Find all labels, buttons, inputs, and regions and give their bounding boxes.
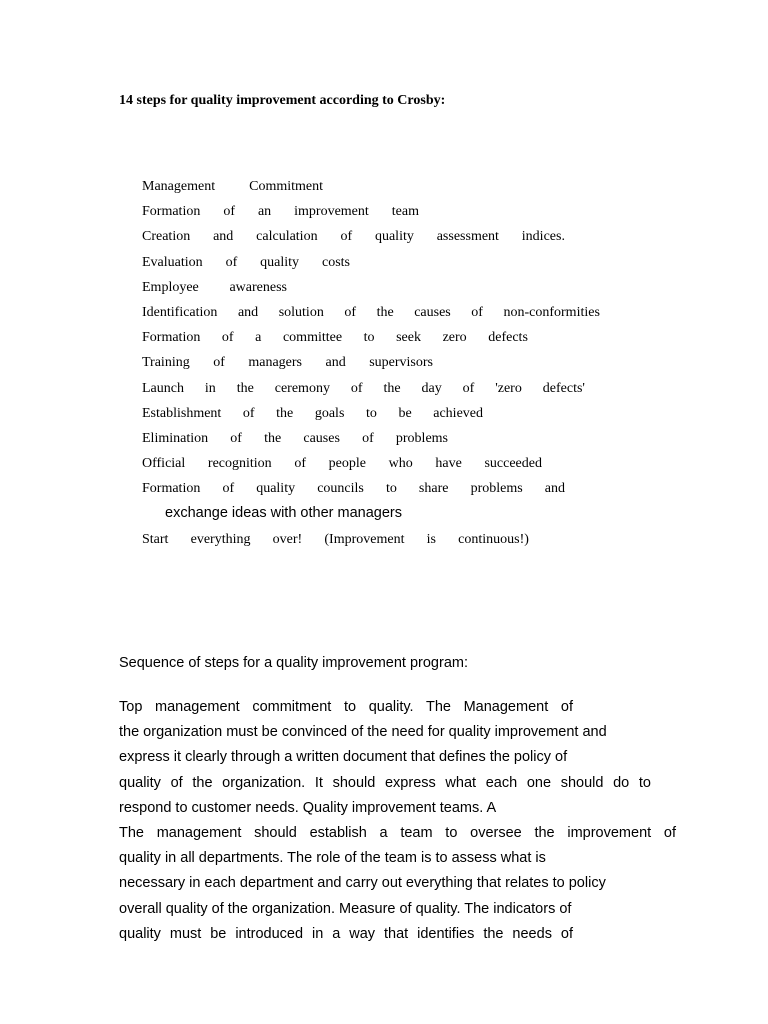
step-word: to xyxy=(365,405,377,421)
step-word: and xyxy=(325,355,346,371)
step-word: goals xyxy=(314,405,345,421)
step-word: (Improvement xyxy=(324,531,405,547)
step-word: causes xyxy=(303,430,340,446)
step-item xyxy=(142,201,419,226)
body-line: necessary in each department and carry out everything that relates to policy xyxy=(119,875,606,892)
step-word: of xyxy=(222,481,235,497)
step-word: Training xyxy=(142,355,190,371)
step-word: everything xyxy=(190,531,251,547)
step-word: Management xyxy=(142,179,216,194)
step-word: Launch xyxy=(142,380,184,396)
step-word: the xyxy=(376,304,394,320)
step-word: succeeded xyxy=(484,456,542,472)
step-word: the xyxy=(264,430,282,446)
step-word: defects xyxy=(488,330,528,346)
step-word: Creation xyxy=(142,229,191,245)
step-word: costs xyxy=(321,254,350,270)
step-word: in xyxy=(204,380,216,396)
step-item xyxy=(142,327,528,352)
body-line: the organization must be convinced of the need for quality improvement and xyxy=(119,724,607,741)
step-word: of xyxy=(362,430,374,446)
step-word: have xyxy=(435,456,462,472)
step-item xyxy=(142,529,529,554)
step-word: problems xyxy=(395,430,448,446)
step-word: awareness xyxy=(229,279,287,295)
step-word: Official xyxy=(142,456,186,472)
step-item xyxy=(142,176,323,201)
step-word: of xyxy=(213,355,225,371)
step-item xyxy=(142,378,585,403)
step-word: be xyxy=(398,405,412,421)
step-word: Start xyxy=(142,531,169,547)
step-word: Commitment xyxy=(249,179,323,194)
step-word: councils xyxy=(317,481,364,497)
step-word: and xyxy=(213,229,234,245)
step-word: supervisors xyxy=(369,355,433,371)
step-word: team xyxy=(391,204,419,220)
step-word: Formation xyxy=(142,330,201,346)
step-item xyxy=(142,252,350,277)
body-line: overall quality of the organization. Measure of quality. The indicators of xyxy=(119,900,572,917)
step-word: of xyxy=(471,304,483,320)
body-line: The management should establish a team to oversee the improvement of xyxy=(119,824,676,841)
crosby-steps-list xyxy=(142,176,600,554)
step-word: improvement xyxy=(294,204,369,220)
step-word: of xyxy=(340,229,353,245)
step-word: continuous!) xyxy=(458,531,529,547)
step-word: the xyxy=(383,380,401,396)
step-word: a xyxy=(255,330,262,346)
body-line: quality must be introduced in a way that identifies the needs of xyxy=(119,925,573,942)
step-word: and xyxy=(237,304,259,320)
step-word: over! xyxy=(272,531,303,547)
step-word: of xyxy=(350,380,363,396)
step-word: Employee xyxy=(142,279,199,295)
step-word: recognition xyxy=(207,456,272,472)
step-word: of xyxy=(225,254,238,270)
step-word: assessment xyxy=(436,229,499,245)
step-word: to xyxy=(363,330,375,346)
body-line: Top management commitment to quality. The Management of xyxy=(119,699,573,715)
step-word: an xyxy=(257,204,272,220)
step-word: Identification xyxy=(142,304,218,320)
step-word: ceremony xyxy=(274,380,330,396)
sequence-heading: Sequence of steps for a quality improvement program: xyxy=(119,655,468,671)
step-word: defects' xyxy=(542,380,585,396)
step-word: of xyxy=(462,380,475,396)
step-item xyxy=(142,453,542,478)
step-word: Formation xyxy=(142,481,201,497)
step-item xyxy=(142,352,433,377)
step-word: the xyxy=(236,380,254,396)
step-word: non-conformities xyxy=(503,304,600,320)
body-paragraph xyxy=(119,697,676,949)
step-word: quality xyxy=(374,229,414,245)
step-word: Elimination xyxy=(142,430,209,446)
step-word: is xyxy=(426,531,436,547)
step-word: and xyxy=(544,481,565,497)
step-word: zero xyxy=(442,330,467,346)
step-word: day xyxy=(421,380,442,396)
step-item xyxy=(142,428,448,453)
step-word: solution xyxy=(278,304,324,320)
step-word: of xyxy=(344,304,357,320)
step-word: managers xyxy=(248,355,303,371)
step-word: Evaluation xyxy=(142,254,203,270)
step-word: share xyxy=(418,481,449,497)
step-continuation: exchange ideas with other managers xyxy=(165,505,402,522)
step-item xyxy=(142,403,483,428)
step-item xyxy=(142,226,565,251)
step-word: seek xyxy=(396,330,421,346)
step-word: indices. xyxy=(521,229,565,245)
step-word: problems xyxy=(470,481,523,497)
steps-heading: 14 steps for quality improvement according to Crosby: xyxy=(119,93,446,108)
step-word: 'zero xyxy=(495,380,522,396)
step-word: people xyxy=(328,456,366,472)
body-line: express it clearly through a written document that defines the policy of xyxy=(119,749,568,766)
step-word: quality xyxy=(256,481,296,497)
step-word: of xyxy=(294,456,306,472)
step-word: causes xyxy=(414,304,451,320)
step-item xyxy=(142,302,600,327)
step-word: committee xyxy=(282,330,343,346)
step-word: Formation xyxy=(142,204,201,220)
step-word: of xyxy=(221,330,234,346)
body-line: quality of the organization. It should express what each one should do to xyxy=(119,774,651,791)
step-word: of xyxy=(230,430,242,446)
step-word: achieved xyxy=(433,405,483,421)
step-word: calculation xyxy=(256,229,318,245)
step-word: Establishment xyxy=(142,405,222,421)
step-item xyxy=(142,478,565,503)
step-word: who xyxy=(388,456,413,472)
body-line: quality in all departments. The role of the team is to assess what is xyxy=(119,850,546,867)
step-word: the xyxy=(276,405,294,421)
body-line: respond to customer needs. Quality improvement teams. A xyxy=(119,799,497,816)
step-item xyxy=(142,277,287,302)
step-word: of xyxy=(223,204,235,220)
step-word: of xyxy=(242,405,255,421)
step-word: to xyxy=(385,481,397,497)
step-word: quality xyxy=(260,254,300,270)
